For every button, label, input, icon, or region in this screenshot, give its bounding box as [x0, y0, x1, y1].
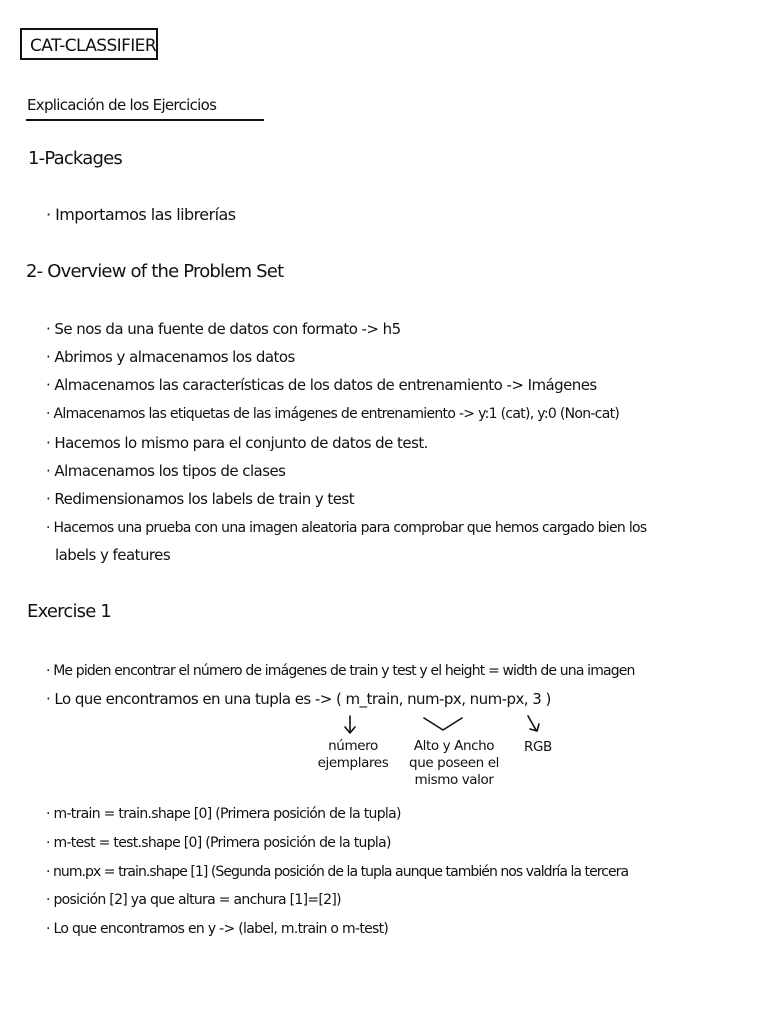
- overview-bullet: · Hacemos lo mismo para el conjunto de datos de test.: [46, 434, 428, 452]
- packages-bullet: · Importamos las librerías: [46, 205, 236, 224]
- overview-bullet: · Almacenamos los tipos de clases: [46, 462, 286, 480]
- annotation-m-train: número ejemplares: [317, 738, 389, 771]
- overview-bullet: · Abrimos y almacenamos los datos: [46, 348, 295, 366]
- overview-bullet: · Hacemos una prueba con una imagen aleatoria para comprobar que hemos cargado bien los: [46, 520, 647, 536]
- section-heading-overview: 2- Overview of the Problem Set: [26, 261, 284, 282]
- exercise1-bullet: · Lo que encontramos en una tupla es -> ( m_train, num-px, num-px, 3 ): [46, 690, 551, 708]
- annotation-num-px: Alto y Ancho que poseen el mismo valor: [409, 738, 499, 788]
- section-heading-packages: 1-Packages: [28, 148, 122, 169]
- page-title: CAT-CLASSIFIER: [30, 36, 157, 56]
- exercise1-bullet: · Me piden encontrar el número de imágenes de train y test y el height = width de una imagen: [46, 663, 635, 679]
- overview-bullet: · Se nos da una fuente de datos con formato -> h5: [46, 320, 401, 338]
- annotation-channels: RGB: [524, 739, 552, 755]
- intro-heading: Explicación de los Ejercicios: [27, 96, 217, 114]
- exercise1-detail: · num.px = train.shape [1] (Segunda posición de la tupla aunque también nos valdría la tercera: [46, 864, 629, 880]
- exercise1-detail: · m-test = test.shape [0] (Primera posición de la tupla): [46, 835, 391, 851]
- overview-bullet-continuation: labels y features: [55, 546, 171, 564]
- exercise1-detail: · m-train = train.shape [0] (Primera posición de la tupla): [46, 806, 401, 822]
- overview-bullet: · Almacenamos las etiquetas de las imágenes de entrenamiento -> y:1 (cat), y:0 (Non-cat): [46, 406, 620, 422]
- exercise1-detail: · posición [2] ya que altura = anchura [1]=[2]): [46, 892, 341, 908]
- overview-bullet: · Almacenamos las características de los datos de entrenamiento -> Imágenes: [46, 376, 597, 394]
- overview-bullet: · Redimensionamos los labels de train y test: [46, 490, 355, 508]
- exercise1-detail: · Lo que encontramos en y -> (label, m.train o m-test): [46, 921, 389, 937]
- section-heading-exercise1: Exercise 1: [27, 601, 112, 622]
